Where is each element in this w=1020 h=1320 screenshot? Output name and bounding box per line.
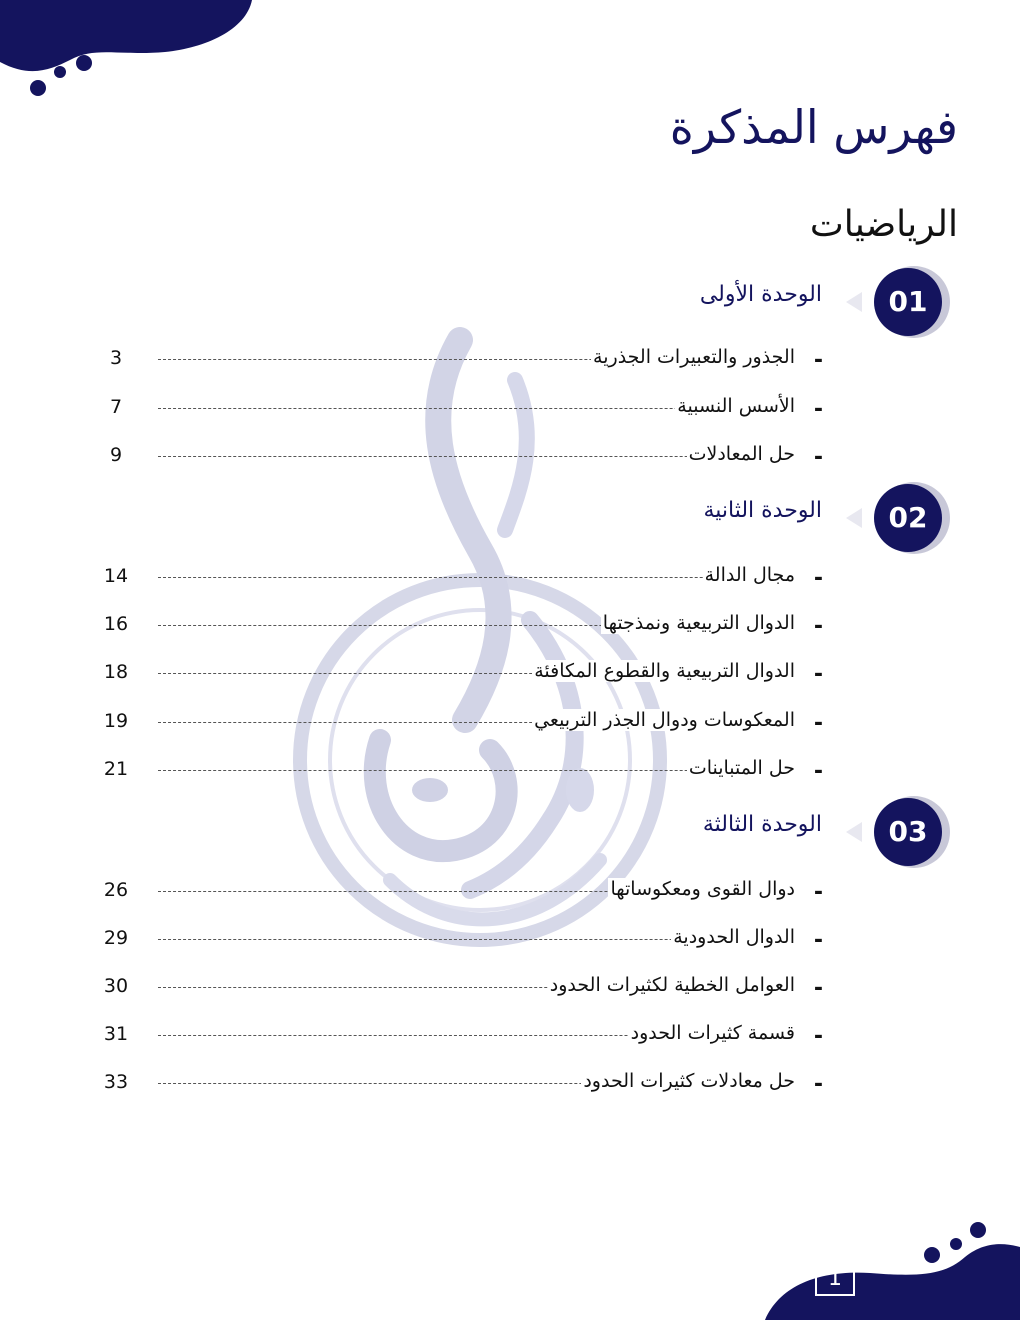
page-title: فهرس المذكرة bbox=[669, 100, 958, 154]
lesson-title: الدوال الحدودية bbox=[673, 926, 795, 948]
lesson-title: قسمة كثيرات الحدود bbox=[630, 1022, 795, 1044]
page-number: 9 bbox=[109, 444, 123, 466]
lesson-title: الدوال التربيعية ونمذجتها bbox=[602, 612, 795, 634]
page-number: 3 bbox=[109, 347, 123, 369]
unit-title: الوحدة الأولى bbox=[699, 282, 822, 307]
unit-header bbox=[520, 792, 950, 872]
unit-number: 02 bbox=[888, 501, 928, 534]
lesson-title: العوامل الخطية لكثيرات الحدود bbox=[549, 974, 795, 996]
bullet-dash-icon: - bbox=[813, 1024, 823, 1049]
bullet-dash-icon: - bbox=[813, 928, 823, 953]
page-number: 33 bbox=[103, 1071, 129, 1093]
page-number: 21 bbox=[103, 758, 129, 780]
toc-entry[interactable] bbox=[96, 924, 831, 952]
toc-entry[interactable] bbox=[96, 393, 831, 421]
toc-entry[interactable] bbox=[96, 1020, 831, 1048]
bottom-blob-decoration bbox=[760, 1215, 1020, 1320]
unit-header bbox=[520, 262, 950, 342]
unit-arrow-icon bbox=[846, 292, 862, 312]
lesson-title: حل المعادلات bbox=[688, 443, 795, 465]
page-number: 14 bbox=[103, 565, 129, 587]
page-number: 26 bbox=[103, 879, 129, 901]
subject-title: الرياضيات bbox=[809, 204, 958, 245]
bullet-dash-icon: - bbox=[813, 566, 823, 591]
bullet-dash-icon: - bbox=[813, 614, 823, 639]
lesson-title: مجال الدالة bbox=[704, 564, 795, 586]
lesson-title: دوال القوى ومعكوساتها bbox=[610, 878, 795, 900]
page-number: 19 bbox=[103, 710, 129, 732]
toc-entry[interactable] bbox=[96, 755, 831, 783]
lesson-title: المعكوسات ودوال الجذر التربيعي bbox=[534, 709, 795, 731]
lesson-title: الأسس النسبية bbox=[677, 395, 795, 417]
bullet-dash-icon: - bbox=[813, 880, 823, 905]
page-number-footer: 1 bbox=[815, 1262, 855, 1296]
toc-entry[interactable] bbox=[96, 610, 831, 638]
unit-arrow-icon bbox=[846, 822, 862, 842]
bullet-dash-icon: - bbox=[813, 397, 823, 422]
bullet-dash-icon: - bbox=[813, 445, 823, 470]
bullet-dash-icon: - bbox=[813, 348, 823, 373]
unit-arrow-icon bbox=[846, 508, 862, 528]
bullet-dash-icon: - bbox=[813, 711, 823, 736]
bullet-dash-icon: - bbox=[813, 976, 823, 1001]
page-number: 29 bbox=[103, 927, 129, 949]
leader-dots bbox=[158, 577, 793, 578]
page-number: 7 bbox=[109, 396, 123, 418]
lesson-title: الجذور والتعبيرات الجذرية bbox=[593, 346, 795, 368]
toc-entry[interactable] bbox=[96, 972, 831, 1000]
toc-entry[interactable] bbox=[96, 658, 831, 686]
toc-entry[interactable] bbox=[96, 876, 831, 904]
page-number: 30 bbox=[103, 975, 129, 997]
lesson-title: حل المتباينات bbox=[688, 757, 795, 779]
bullet-dash-icon: - bbox=[813, 1072, 823, 1097]
toc-entry[interactable] bbox=[96, 707, 831, 735]
unit-number: 03 bbox=[888, 815, 928, 848]
page-number: 18 bbox=[103, 661, 129, 683]
page-number: 31 bbox=[103, 1023, 129, 1045]
unit-header bbox=[520, 478, 950, 558]
top-blob-decoration bbox=[0, 0, 260, 110]
bullet-dash-icon: - bbox=[813, 662, 823, 687]
toc-entry[interactable] bbox=[96, 562, 831, 590]
toc-entry[interactable] bbox=[96, 441, 831, 469]
lesson-title: الدوال التربيعية والقطوع المكافئة bbox=[534, 660, 795, 682]
lesson-title: حل معادلات كثيرات الحدود bbox=[583, 1070, 795, 1092]
toc-entry[interactable] bbox=[96, 1068, 831, 1096]
unit-title: الوحدة الثالثة bbox=[702, 812, 822, 837]
toc-entry[interactable] bbox=[96, 344, 831, 372]
page-number: 16 bbox=[103, 613, 129, 635]
unit-number: 01 bbox=[888, 285, 928, 318]
unit-title: الوحدة الثانية bbox=[703, 498, 822, 523]
bullet-dash-icon: - bbox=[813, 759, 823, 784]
